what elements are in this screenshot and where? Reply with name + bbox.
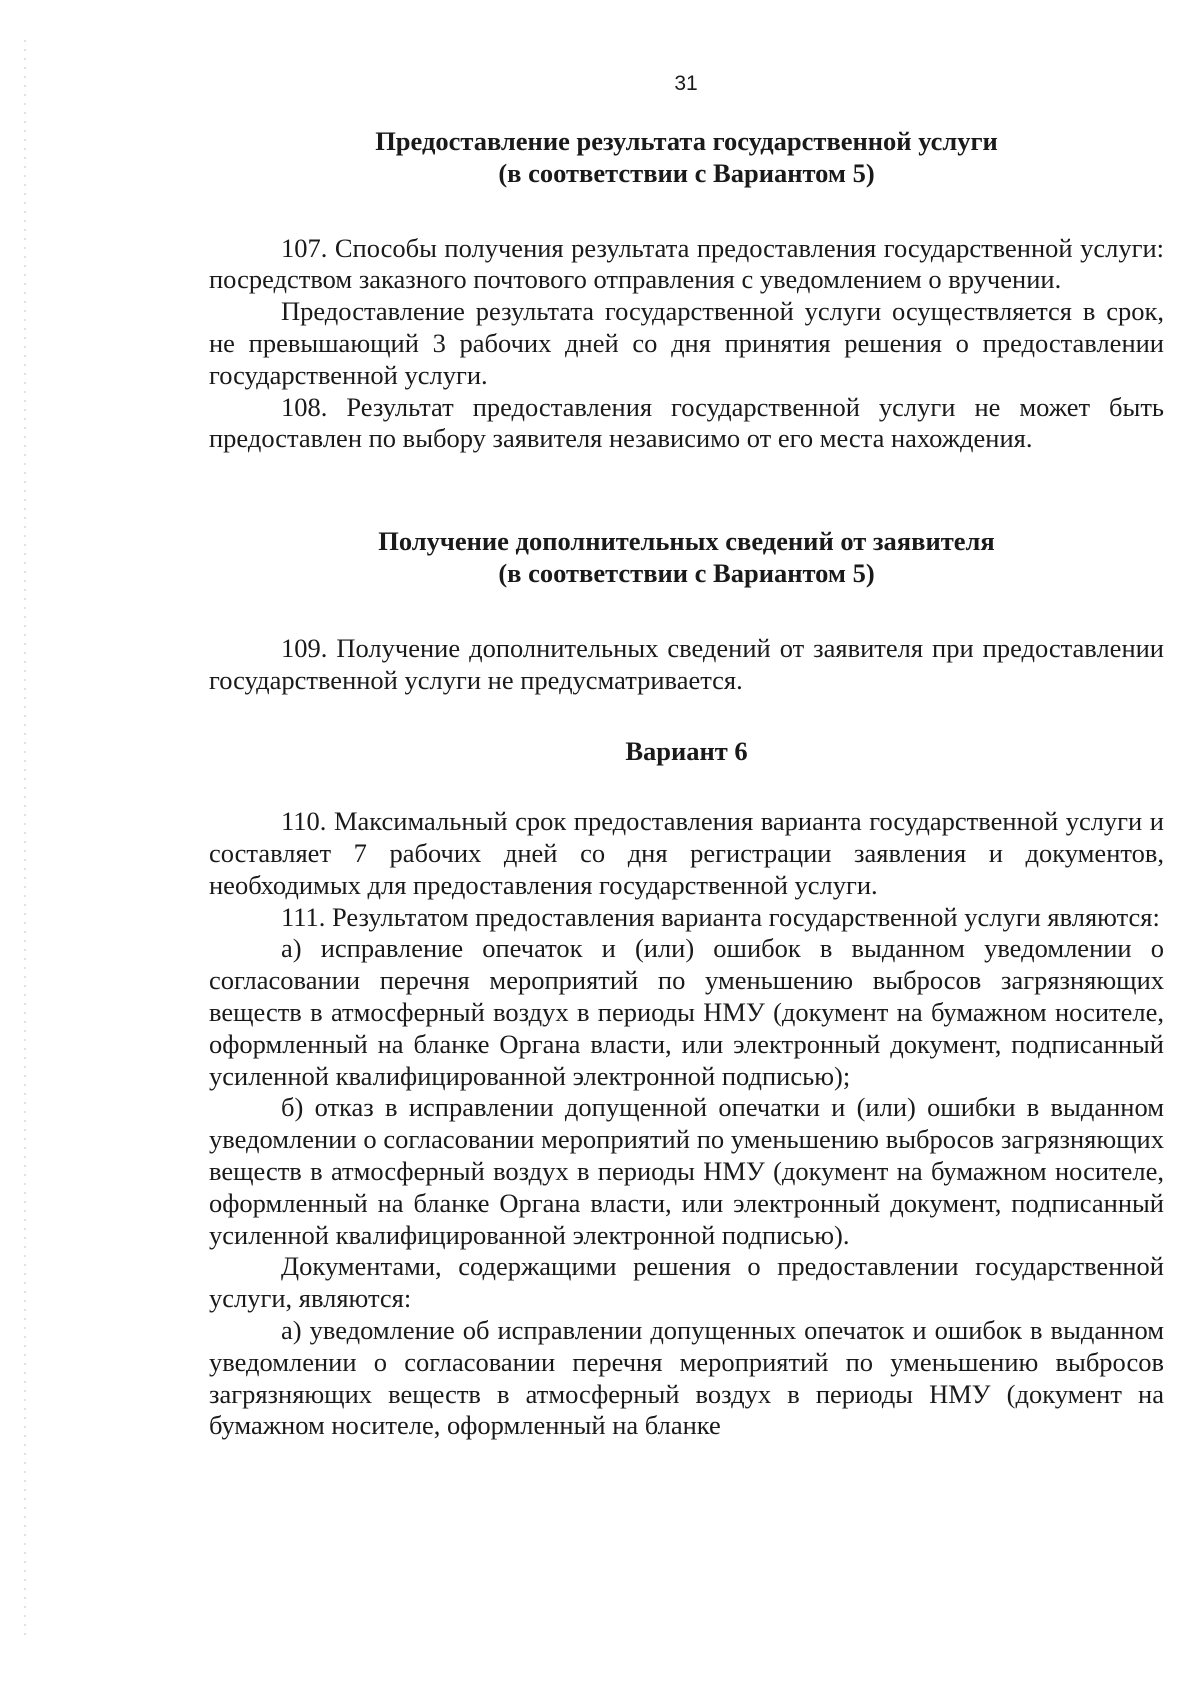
document-body — [209, 126, 1164, 1442]
heading-line: Предоставление результата государственной услуги — [375, 126, 998, 156]
paragraph-111-a: а) исправление опечаток и (или) ошибок в выданном уведомлении о согласовании перечня мероприятий по уменьшению выбросов загрязняющих веществ в атмосферный воздух в периоды НМУ (документ на бумажном носителе, оформленный на бланке Органа власти, или электронный документ, подписанный усиленной квалифицированной электронной подписью); — [209, 933, 1164, 1091]
scan-edge-mark — [24, 40, 26, 1640]
paragraph-result-term: Предоставление результата государственной услуги осуществляется в срок, не превышающий 3 рабочих дней со дня принятия решения о предоставлении государственной услуги. — [209, 296, 1164, 390]
paragraph-107: 107. Способы получения результата предоставления государственной услуги: посредством заказного почтового отправления с уведомлением о вручении. — [209, 232, 1164, 295]
section-heading-variant-6 — [209, 736, 1164, 768]
section-heading-additional-info — [209, 526, 1164, 590]
section-heading-result — [209, 126, 1164, 190]
heading-line: (в соответствии с Вариантом 5) — [498, 157, 875, 188]
heading-line: (в соответствии с Вариантом 5) — [498, 557, 875, 588]
paragraph-108: 108. Результат предоставления государственной услуги не может быть предоставлен по выбору заявителя независимо от его места нахождения. — [209, 391, 1164, 454]
paragraph-111: 111. Результатом предоставления варианта государственной услуги являются: — [281, 901, 1160, 932]
paragraph-decision-documents: Документами, содержащими решения о предоставлении государственной услуги, являются: — [209, 1251, 1164, 1314]
paragraph-110: 110. Максимальный срок предоставления варианта государственной услуги и составляет 7 рабочих дней со дня регистрации заявления и документов, необходимых для предоставления государственной услуги. — [209, 806, 1164, 900]
page-number: 31 — [674, 72, 698, 95]
paragraph-111-b: б) отказ в исправлении допущенной опечатки и (или) ошибки в выданном уведомлении о согласовании мероприятий по уменьшению выбросов загрязняющих веществ в атмосферный воздух в периоды НМУ (документ на бумажном носителе, оформленный на бланке Органа власти, или электронный документ, подписанный усиленной квалифицированной электронной подписью). — [209, 1092, 1164, 1250]
paragraph-109: 109. Получение дополнительных сведений от заявителя при предоставлении государственной услуги не предусматривается. — [209, 632, 1164, 695]
heading-line: Получение дополнительных сведений от заявителя — [378, 526, 995, 557]
heading-line: Вариант 6 — [625, 736, 748, 767]
paragraph-decision-a: а) уведомление об исправлении допущенных опечаток и ошибок в выданном уведомлении о согласовании перечня мероприятий по уменьшению выбросов загрязняющих веществ в атмосферный воздух в периоды НМУ (документ на бумажном носителе, оформленный на бланке — [209, 1314, 1164, 1441]
